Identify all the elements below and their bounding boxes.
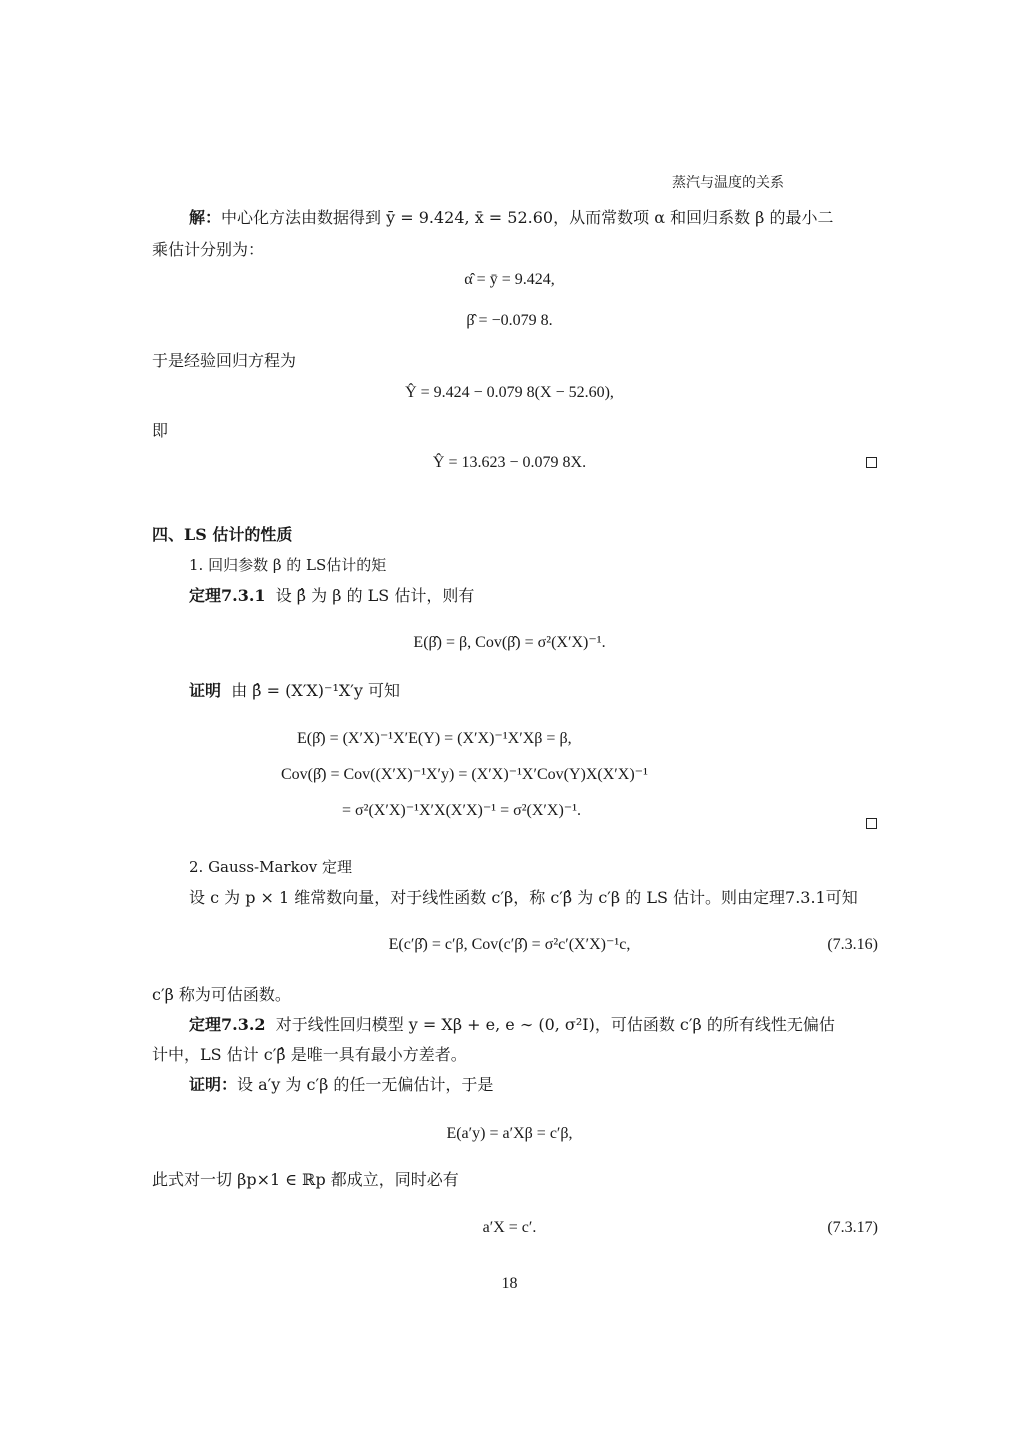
proof-1-line — [189, 681, 400, 701]
estimable-function-text: c′β 称为可估函数。 — [152, 985, 291, 1004]
solution-line-1 — [189, 208, 834, 228]
equation-empirical-2: Ŷ = 13.623 − 0.079 8X. — [432, 454, 587, 471]
qed-box — [866, 818, 877, 829]
subsection-1-title: 1. 回归参数 β 的 LS估计的矩 — [189, 556, 387, 574]
theorem-2-text: 对于线性回归模型 y = Xβ + e, e ∼ (0, σ²I)，可估函数 c′β 的所有线性无偏估 — [275, 1015, 835, 1034]
equation-alpha-hat: α̂ = ȳ = 9.424, — [464, 271, 555, 288]
proof-1-equation-1: E(β̂) = (X′X)⁻¹X′E(Y) = (X′X)⁻¹X′Xβ = β, — [297, 730, 572, 747]
running-header: 蒸汽与温度的关系 — [672, 175, 784, 191]
proof-2-line — [189, 1075, 493, 1095]
gauss-markov-text: 设 c 为 p × 1 维常数向量，对于线性函数 c′β，称 c′β̂ 为 c′β 的 LS 估计。则由定理7.3.1可知 — [189, 888, 858, 907]
equation-beta-hat: β̂ = −0.079 8. — [466, 312, 553, 329]
theorem-1-equation: E(β̂) = β, Cov(β̂) = σ²(X′X)⁻¹. — [413, 634, 606, 651]
page-number: 18 — [501, 1275, 518, 1292]
theorem-1-line — [189, 586, 474, 606]
proof-1-equation-3: = σ²(X′X)⁻¹X′X(X′X)⁻¹ = σ²(X′X)⁻¹. — [342, 802, 582, 819]
proof-2-label: 证明： — [189, 1075, 238, 1094]
solution-line-2: 乘估计分别为： — [152, 240, 265, 259]
proof-1-text: 由 β̂ = (X′X)⁻¹X′y 可知 — [231, 681, 401, 700]
theorem-2-line-1 — [189, 1015, 835, 1035]
proof-2-text: 设 a′y 为 c′β 的任一无偏估计，于是 — [237, 1075, 494, 1094]
gauss-markov-equation: E(c′β̂) = c′β, Cov(c′β̂) = σ²c′(X′X)⁻¹c, — [388, 936, 631, 953]
theorem-2-line-2: 计中，LS 估计 c′β̂ 是唯一具有最小方差者。 — [152, 1045, 467, 1064]
solution-text: 中心化方法由数据得到 ȳ = 9.424, x̄ = 52.60，从而常数项 α 和回归系数 β 的最小二 — [221, 208, 834, 227]
equation-number: (7.3.16) — [827, 936, 878, 953]
proof-1-equation-2: Cov(β̂) = Cov((X′X)⁻¹X′y) = (X′X)⁻¹X′Cov(Y)X(X′X)⁻¹ — [281, 766, 648, 783]
solution-label: 解： — [189, 208, 222, 227]
theorem-2-label: 定理7.3.2 — [189, 1015, 266, 1034]
section-title: 四、LS 估计的性质 — [152, 525, 293, 544]
proof-1-label: 证明 — [189, 681, 222, 700]
proof-2-equation-2: a′X = c′. — [482, 1219, 537, 1236]
equation-empirical-1: Ŷ = 9.424 − 0.079 8(X − 52.60), — [405, 384, 614, 401]
theorem-1-text: 设 β̂ 为 β 的 LS 估计，则有 — [275, 586, 475, 605]
qed-box — [866, 457, 877, 468]
equation-number: (7.3.17) — [827, 1219, 878, 1236]
empirical-intro: 于是经验回归方程为 — [152, 351, 297, 370]
proof-2-equation: E(a′y) = a′Xβ = c′β, — [446, 1125, 573, 1142]
proof-2-after-text: 此式对一切 βp×1 ∈ ℝp 都成立，同时必有 — [152, 1170, 459, 1189]
ji-text: 即 — [152, 421, 169, 440]
subsection-2-title: 2. Gauss-Markov 定理 — [189, 858, 352, 876]
theorem-1-label: 定理7.3.1 — [189, 586, 266, 605]
